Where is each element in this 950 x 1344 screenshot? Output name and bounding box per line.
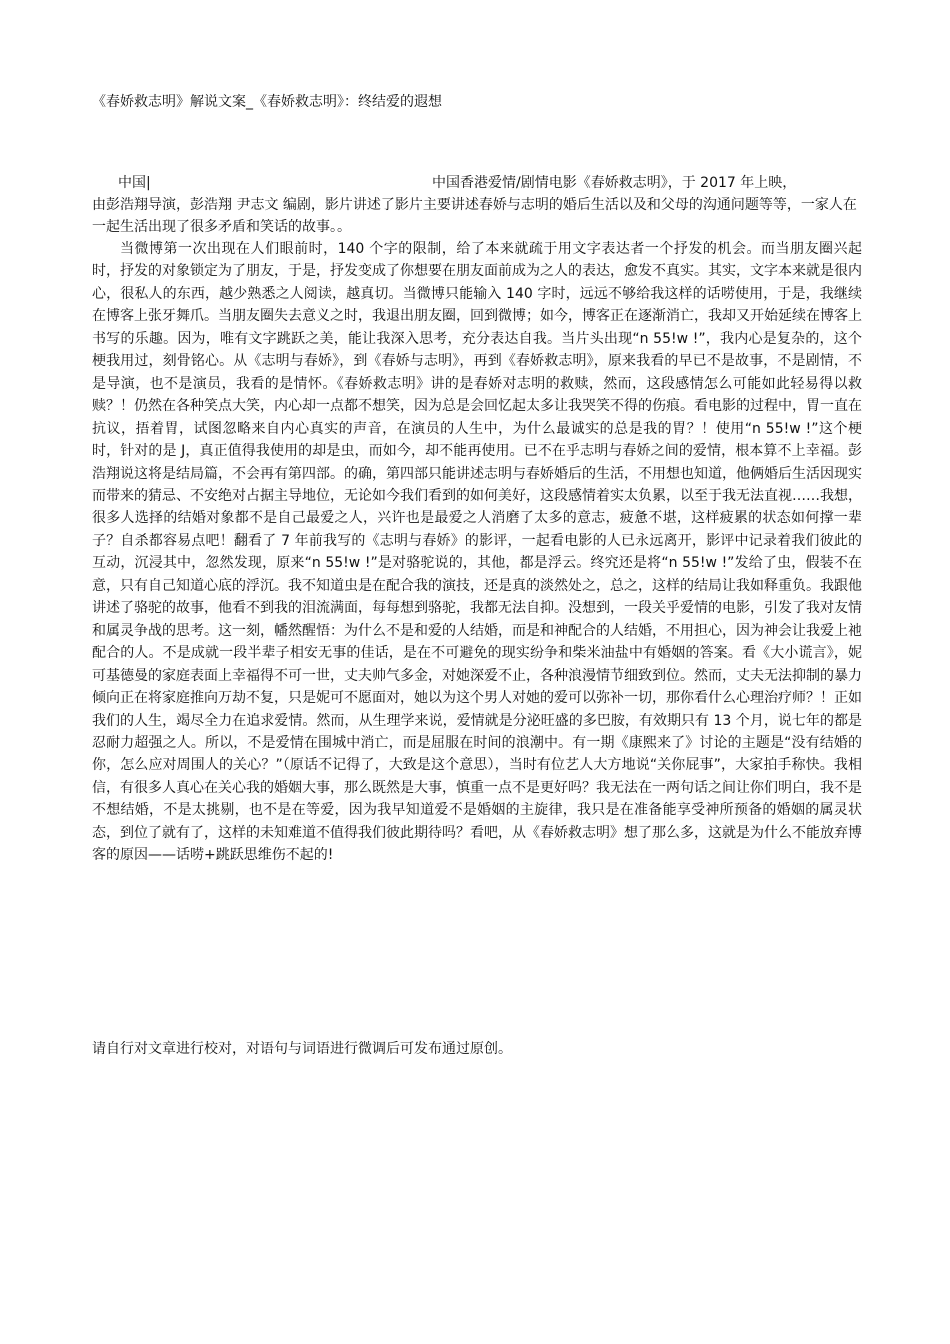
lead-first-line [92, 172, 862, 194]
footer-note: 请自行对文章进行校对，对语句与词语进行微调后可发布通过原创。 [92, 1041, 512, 1057]
document-title: 《春娇救志明》解说文案_《春娇救志明》：终结爱的遐想 [92, 94, 442, 110]
article-body: 当微博第一次出现在人们眼前时，140 个字的限制，给了本来就疏于用文字表达者一个抒发的机会。而当朋友圈兴起时，抒发的对象锁定为了朋友，于是，抒发变成了你想要在朋友面前成为之人的表达，愈发不真实。其实，文字本来就是很内心，很私人的东西，越少熟悉之人阅读，越真切。当微博只能输入 140 字时，远远不够给我这样的话唠使用，于是，我继续在博客上张牙舞爪。当朋友圈失去意义之时，我退出朋友圈，回到微博；如今，博客正在逐渐消亡，我却又开始延续在博客上书写的乐趣。因为，唯有文字跳跃之美，能让我深入思考，充分表达自我。当片头出现“n 55!w !”，我内心是复杂的，这个梗我用过，刻骨铭心。从《志明与春娇》，到《春娇与志明》，再到《春娇救志明》，原来我看的早已不是故事，不是剧情，不是导演，也不是演员，我看的是情怀。《春娇救志明》讲的是春娇对志明的救赎，然而，这段感情怎么可能如此轻易得以救赎？！仍然在各种笑点大笑，内心却一点都不想笑，因为总是会回忆起太多让我哭笑不得的伤痕。看电影的过程中，胃一直在抗议，捂着胃，试图忽略来自内心真实的声音，在演员的人生中，为什么最诚实的总是我的胃？！使用“n 55!w !”这个梗时，针对的是 J，真正值得我使用的却是虫，而如今，却不能再使用。已不在乎志明与春娇之间的爱情，根本算不上幸福。彭浩翔说这将是结局篇，不会再有第四部。的确，第四部只能讲述志明与春娇婚后的生活，不用想也知道，他俩婚后生活因现实而带来的猜忌、不安绝对占据主导地位，无论如今我们看到的如何美好，这段感情着实太负累，以至于我无法直视……我想，很多人选择的结婚对象都不是自己最爱之人，兴许也是最爱之人消磨了太多的意志，疲惫不堪，这样疲累的状态如何撑一辈子？自杀都容易点吧！翻看了 7 年前我写的《志明与春娇》的影评，一起看电影的人已永远离开，影评中记录着我们彼此的互动，沉浸其中，忽然发现，原来“n 55!w !”是对骆驼说的，其他，都是浮云。终究还是将“n 55!w !”发给了虫，假装不在意，只有自己知道心底的浮沉。我不知道虫是在配合我的演技，还是真的淡然处之，总之，这样的结局让我如释重负。我跟他讲述了骆驼的故事，他看不到我的泪流满面，每每想到骆驼，我都无法自抑。没想到，一段关乎爱情的电影，引发了我对友情和属灵争战的思考。这一刻，幡然醒悟：为什么不是和爱的人结婚，而是和神配合的人结婚，不用担心，因为神会让我爱上祂配合的人。不是成就一段半辈子相安无事的佳话，是在不可避免的现实纷争和柴米油盐中有婚姻的答案。看《大小谎言》，妮可基德曼的家庭表面上幸福得不可一世，丈夫帅气多金，对她深爱不止，各种浪漫情节细致到位。然而，丈夫无法抑制的暴力倾向正在将家庭推向万劫不复，只是妮可不愿面对，她以为这个男人对她的爱可以弥补一切，那你看什么心理治疗师？！正如我们的人生，竭尽全力在追求爱情。然而，从生理学来说，爱情就是分泌旺盛的多巴胺，有效期只有 13 个月，说七年的都是忍耐力超强之人。所以，不是爱情在围城中消亡，而是屈服在时间的浪潮中。有一期《康熙来了》讨论的主题是“没有结婚的你，怎么应对周围人的关心？”（原话不记得了，大致是这个意思），当时有位艺人大方地说“关你屁事”，大家拍手称快。我相信，有很多人真心在关心我的婚姻大事，那么既然是大事，慎重一点不是更好吗？我无法在一两句话之间让你们明白，我不是不想结婚，不是太挑剔，也不是在等爱，因为我早知道爱不是婚姻的主旋律，我只是在准备能享受神所预备的婚姻的属灵状态，到位了就有了，这样的未知难道不值得我们彼此期待吗？看吧，从《春娇救志明》想了那么多，这就是为什么不能放弃博客的原因——话唠+跳跃思维伤不起的! [92, 241, 862, 864]
lead-paragraph [92, 172, 862, 238]
lead-intro: 中国香港爱情/剧情电影《春娇救志明》，于 2017 年上映， [432, 175, 797, 191]
lead-country: 中国| [118, 175, 151, 191]
lead-rest: 由彭浩翔导演，彭浩翔 尹志文 编剧，影片讲述了影片主要讲述春娇与志明的婚后生活以及和父母的沟通问题等等，一家人在一起生活出现了很多矛盾和笑话的故事。。 [92, 197, 857, 235]
